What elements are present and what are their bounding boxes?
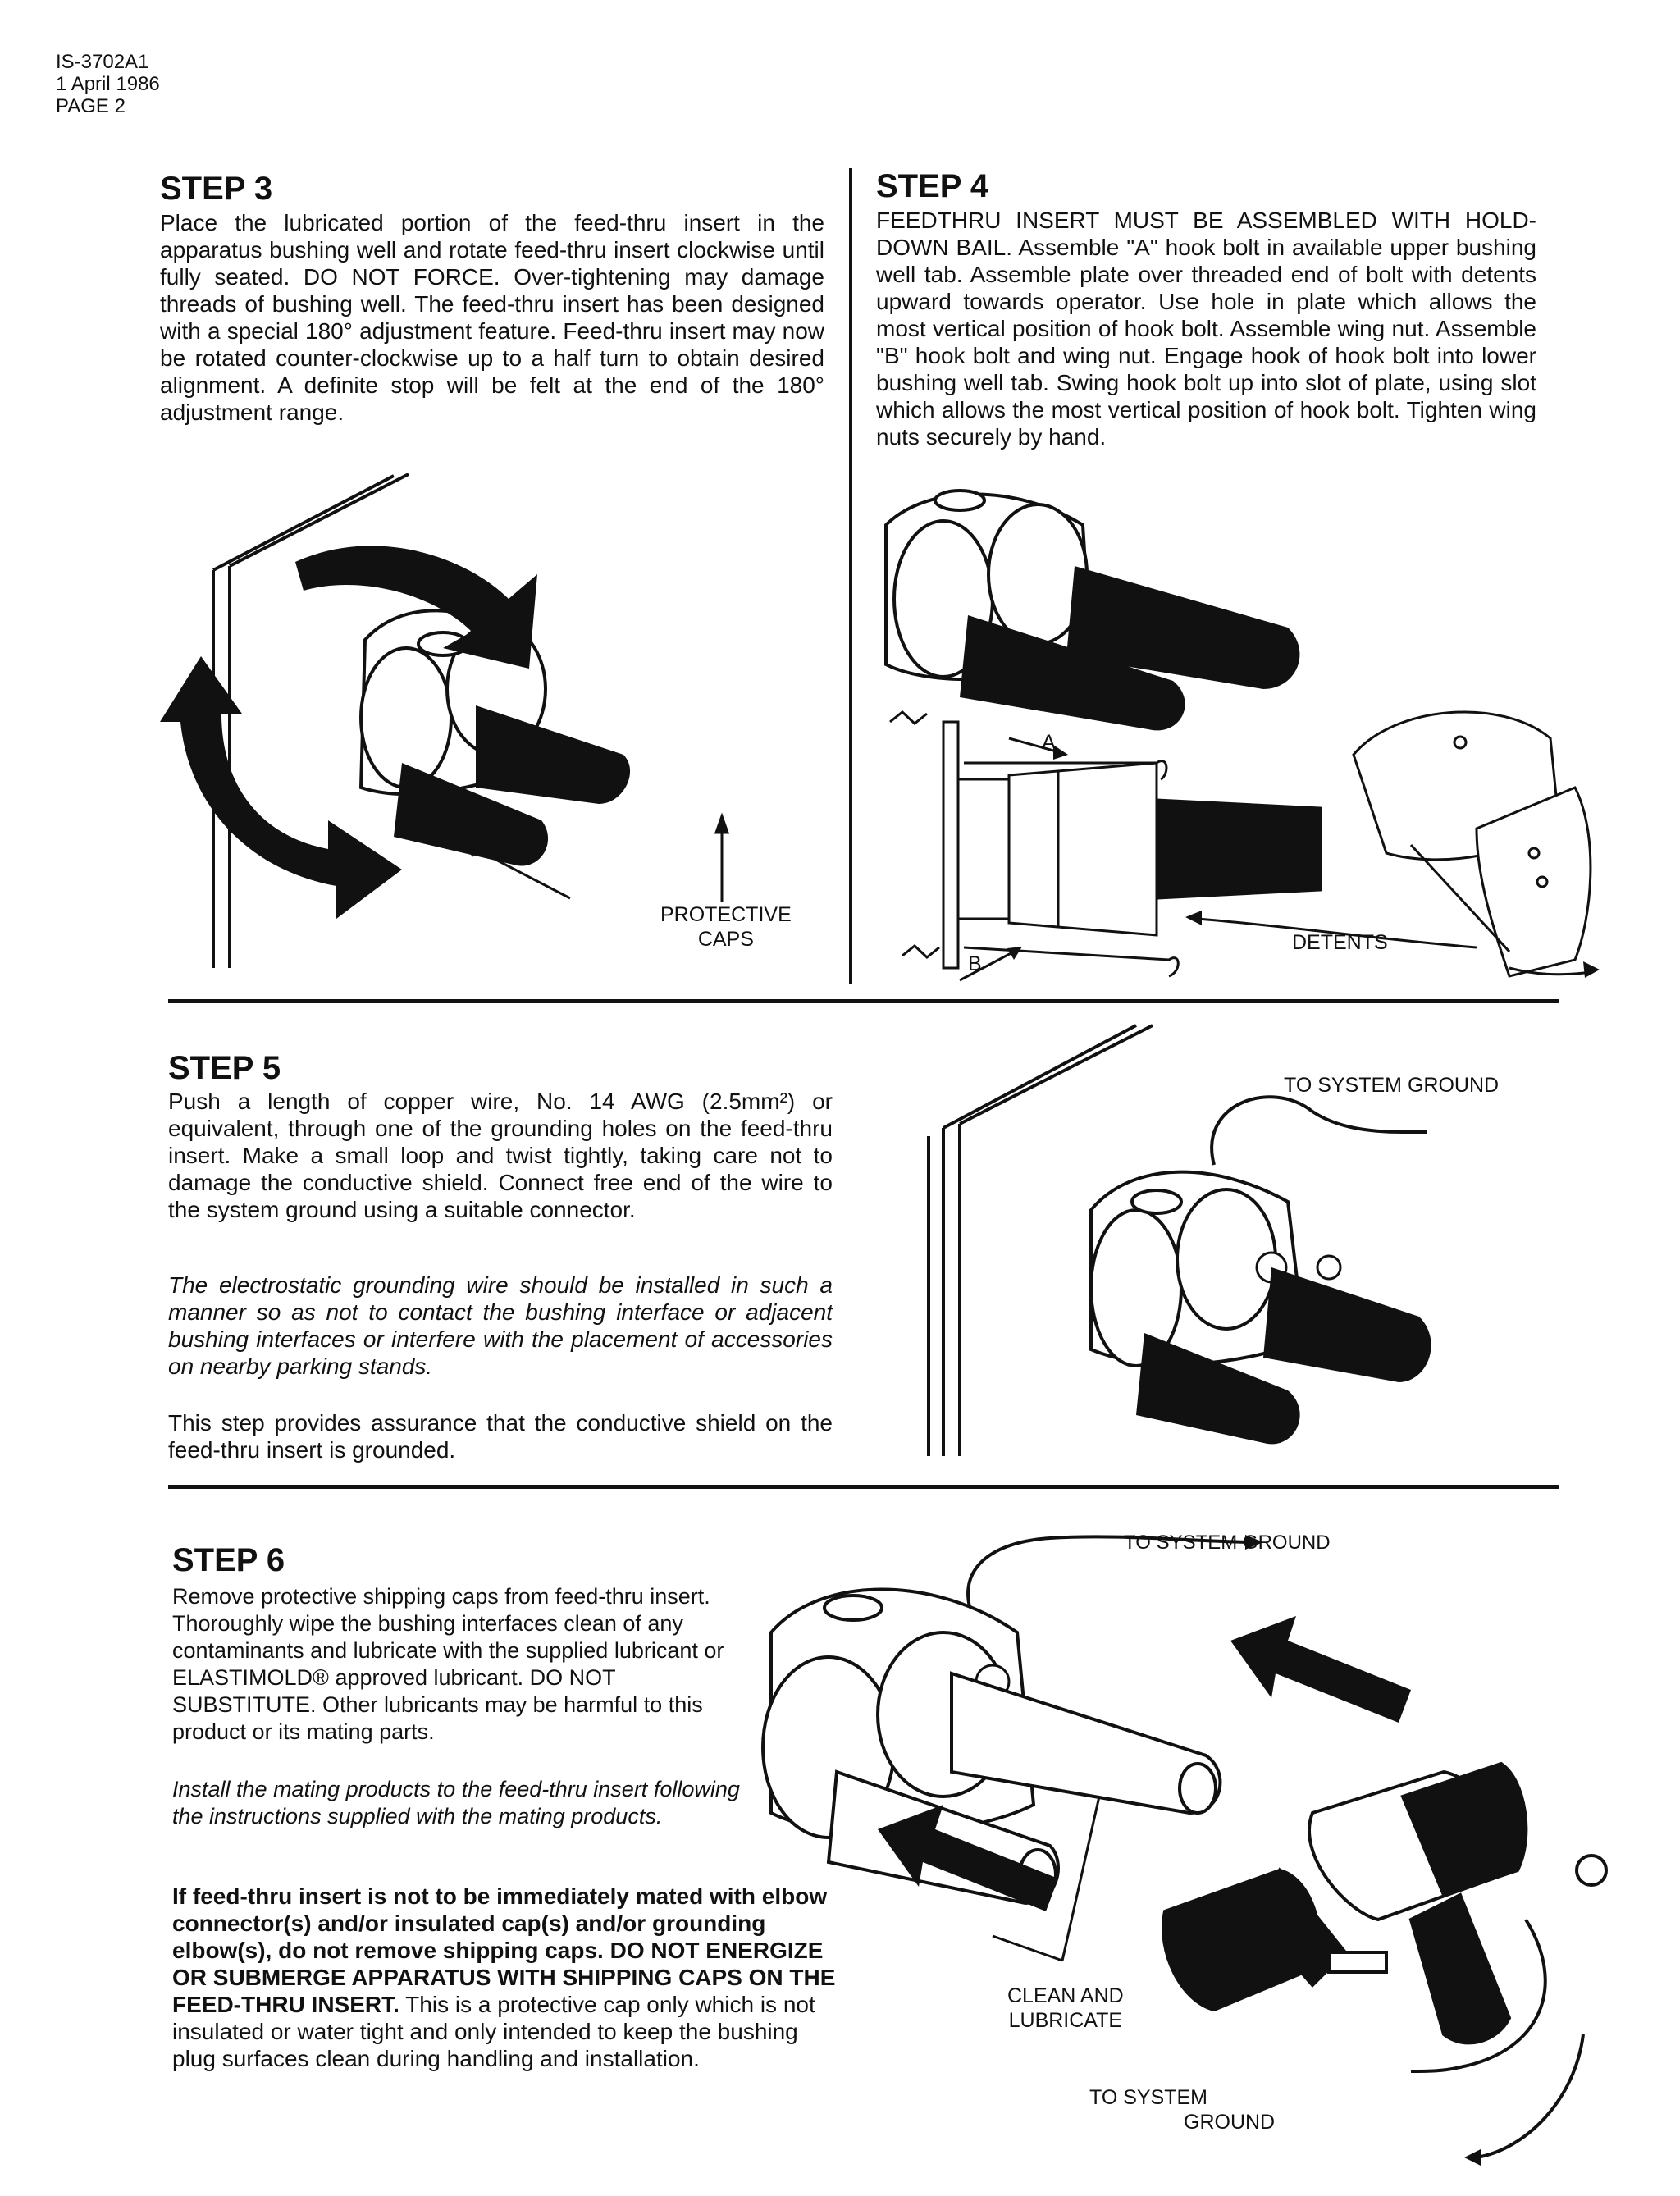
step4-insert-illustration <box>870 476 1329 722</box>
system-ground-top-label: TO SYSTEM GROUND <box>1124 1532 1331 1554</box>
detent-plate-icon <box>1354 712 1591 976</box>
wall-break-icon <box>902 946 939 957</box>
step6-title: STEP 6 <box>172 1542 285 1578</box>
step5-title: STEP 5 <box>168 1050 281 1086</box>
system-ground-bottom-label: TO SYSTEM GROUND <box>1089 2086 1276 2134</box>
step5-note: The electrostatic grounding wire should be installed in such a manner so as not to contact the bushing interface or adjacent bushing interfaces or interfere with the placement of accessories on nearby parking stands. <box>168 1272 833 1379</box>
document-date: 1 April 1986 <box>56 73 160 95</box>
system-ground-label: TO SYSTEM GROUND <box>1284 1074 1500 1097</box>
document-id: IS-3702A1 <box>56 51 149 73</box>
clean-and-lubricate-label: CLEAN AND LUBRICATE <box>1007 1984 1124 2032</box>
ground-wire-icon <box>1212 1097 1403 1165</box>
document-header <box>56 51 160 117</box>
step6-illustration <box>722 1526 1624 2174</box>
protective-caps-label: PROTECTIVE CAPS <box>660 903 792 951</box>
hook-bolt-b-label: B <box>968 952 982 975</box>
step5-body: Push a length of copper wire, No. 14 AWG (2.5mm²) or equivalent, through one of the grounding holes on the feed-thru insert. Make a small loop and twist tightly, taking care not to damage the conductive shield. Connect free end of the wire to the system ground using a suitable connector. <box>168 1089 833 1222</box>
step3-body: Place the lubricated portion of the feed-thru insert in the apparatus bushing well and rotate feed-thru insert clockwise until fully seated. DO NOT FORCE. Over-tightening may damage threads of bushing well. The feed-thru insert has been designed with a special 180° adjustment feature. Feed-thru insert may now be rotated counter-clockwise up to a half turn to obtain desired alignment. A definite stop will be felt at the end of the 180° adjustment range. <box>160 210 824 425</box>
column-divider <box>849 168 852 984</box>
step6-warning-bold: If feed-thru insert is not to be immediately mated with elbow connector(s) and/or insulated cap(s) and/or grounding elbow(s), do not remove shipping caps. DO NOT ENERGIZE OR SUBMERGE APPARATUS WITH SHIPPING CAPS ON THE FEED-THRU INSERT. <box>172 1883 836 2017</box>
step6-warning-plain: This is a protective cap only which is not insulated or water tight and only intended to keep the bushing plug surfaces clean during handling and installation. <box>172 1992 815 2071</box>
step6-italic-note: Install the mating products to the feed-thru insert following the instructions supplied with the mating products. <box>172 1777 740 1828</box>
step6-body: Remove protective shipping caps from feed-thru insert. Thoroughly wipe the bushing interfaces clean of any contaminants and lubricate with the supplied lubricant or ELASTIMOLD® approved lubricant. DO NOT SUBSTITUTE. Other lubricants may be harmful to this product or its mating parts. <box>172 1584 724 1744</box>
wall-break-icon <box>890 712 927 724</box>
section-divider <box>168 999 1559 1003</box>
hook-bolt-a-label: A <box>1042 731 1056 754</box>
page-number: PAGE 2 <box>56 95 126 117</box>
section-divider <box>168 1485 1559 1489</box>
step4-body: FEEDTHRU INSERT MUST BE ASSEMBLED WITH HOLD-DOWN BAIL. Assemble "A" hook bolt in available upper bushing well tab. Assemble plate over threaded end of bolt with detents upward towards operator. Use hole in plate which allows the most vertical position of hook bolt. Assemble wing nut. Assemble "B" hook bolt and wing nut. Engage hook of hook bolt into lower bushing well tab. Swing hook bolt up into slot of plate, using slot which allows the most vertical position of hook bolt. Tighten wing nuts securely by hand. <box>876 208 1536 450</box>
step4-title: STEP 4 <box>876 168 989 204</box>
protective-cap-icon <box>1157 800 1321 898</box>
step3-illustration <box>197 459 837 968</box>
insert-side-view-icon <box>1009 763 1157 935</box>
step4-bail-assembly-illustration <box>886 705 1608 984</box>
detents-label: DETENTS <box>1292 931 1388 954</box>
column-divider <box>927 1136 930 1456</box>
elbow-connector-icon <box>1163 1764 1606 2043</box>
step3-title: STEP 3 <box>160 171 273 207</box>
step5-closing: This step provides assurance that the conductive shield on the feed-thru insert is grounded. <box>168 1410 833 1463</box>
